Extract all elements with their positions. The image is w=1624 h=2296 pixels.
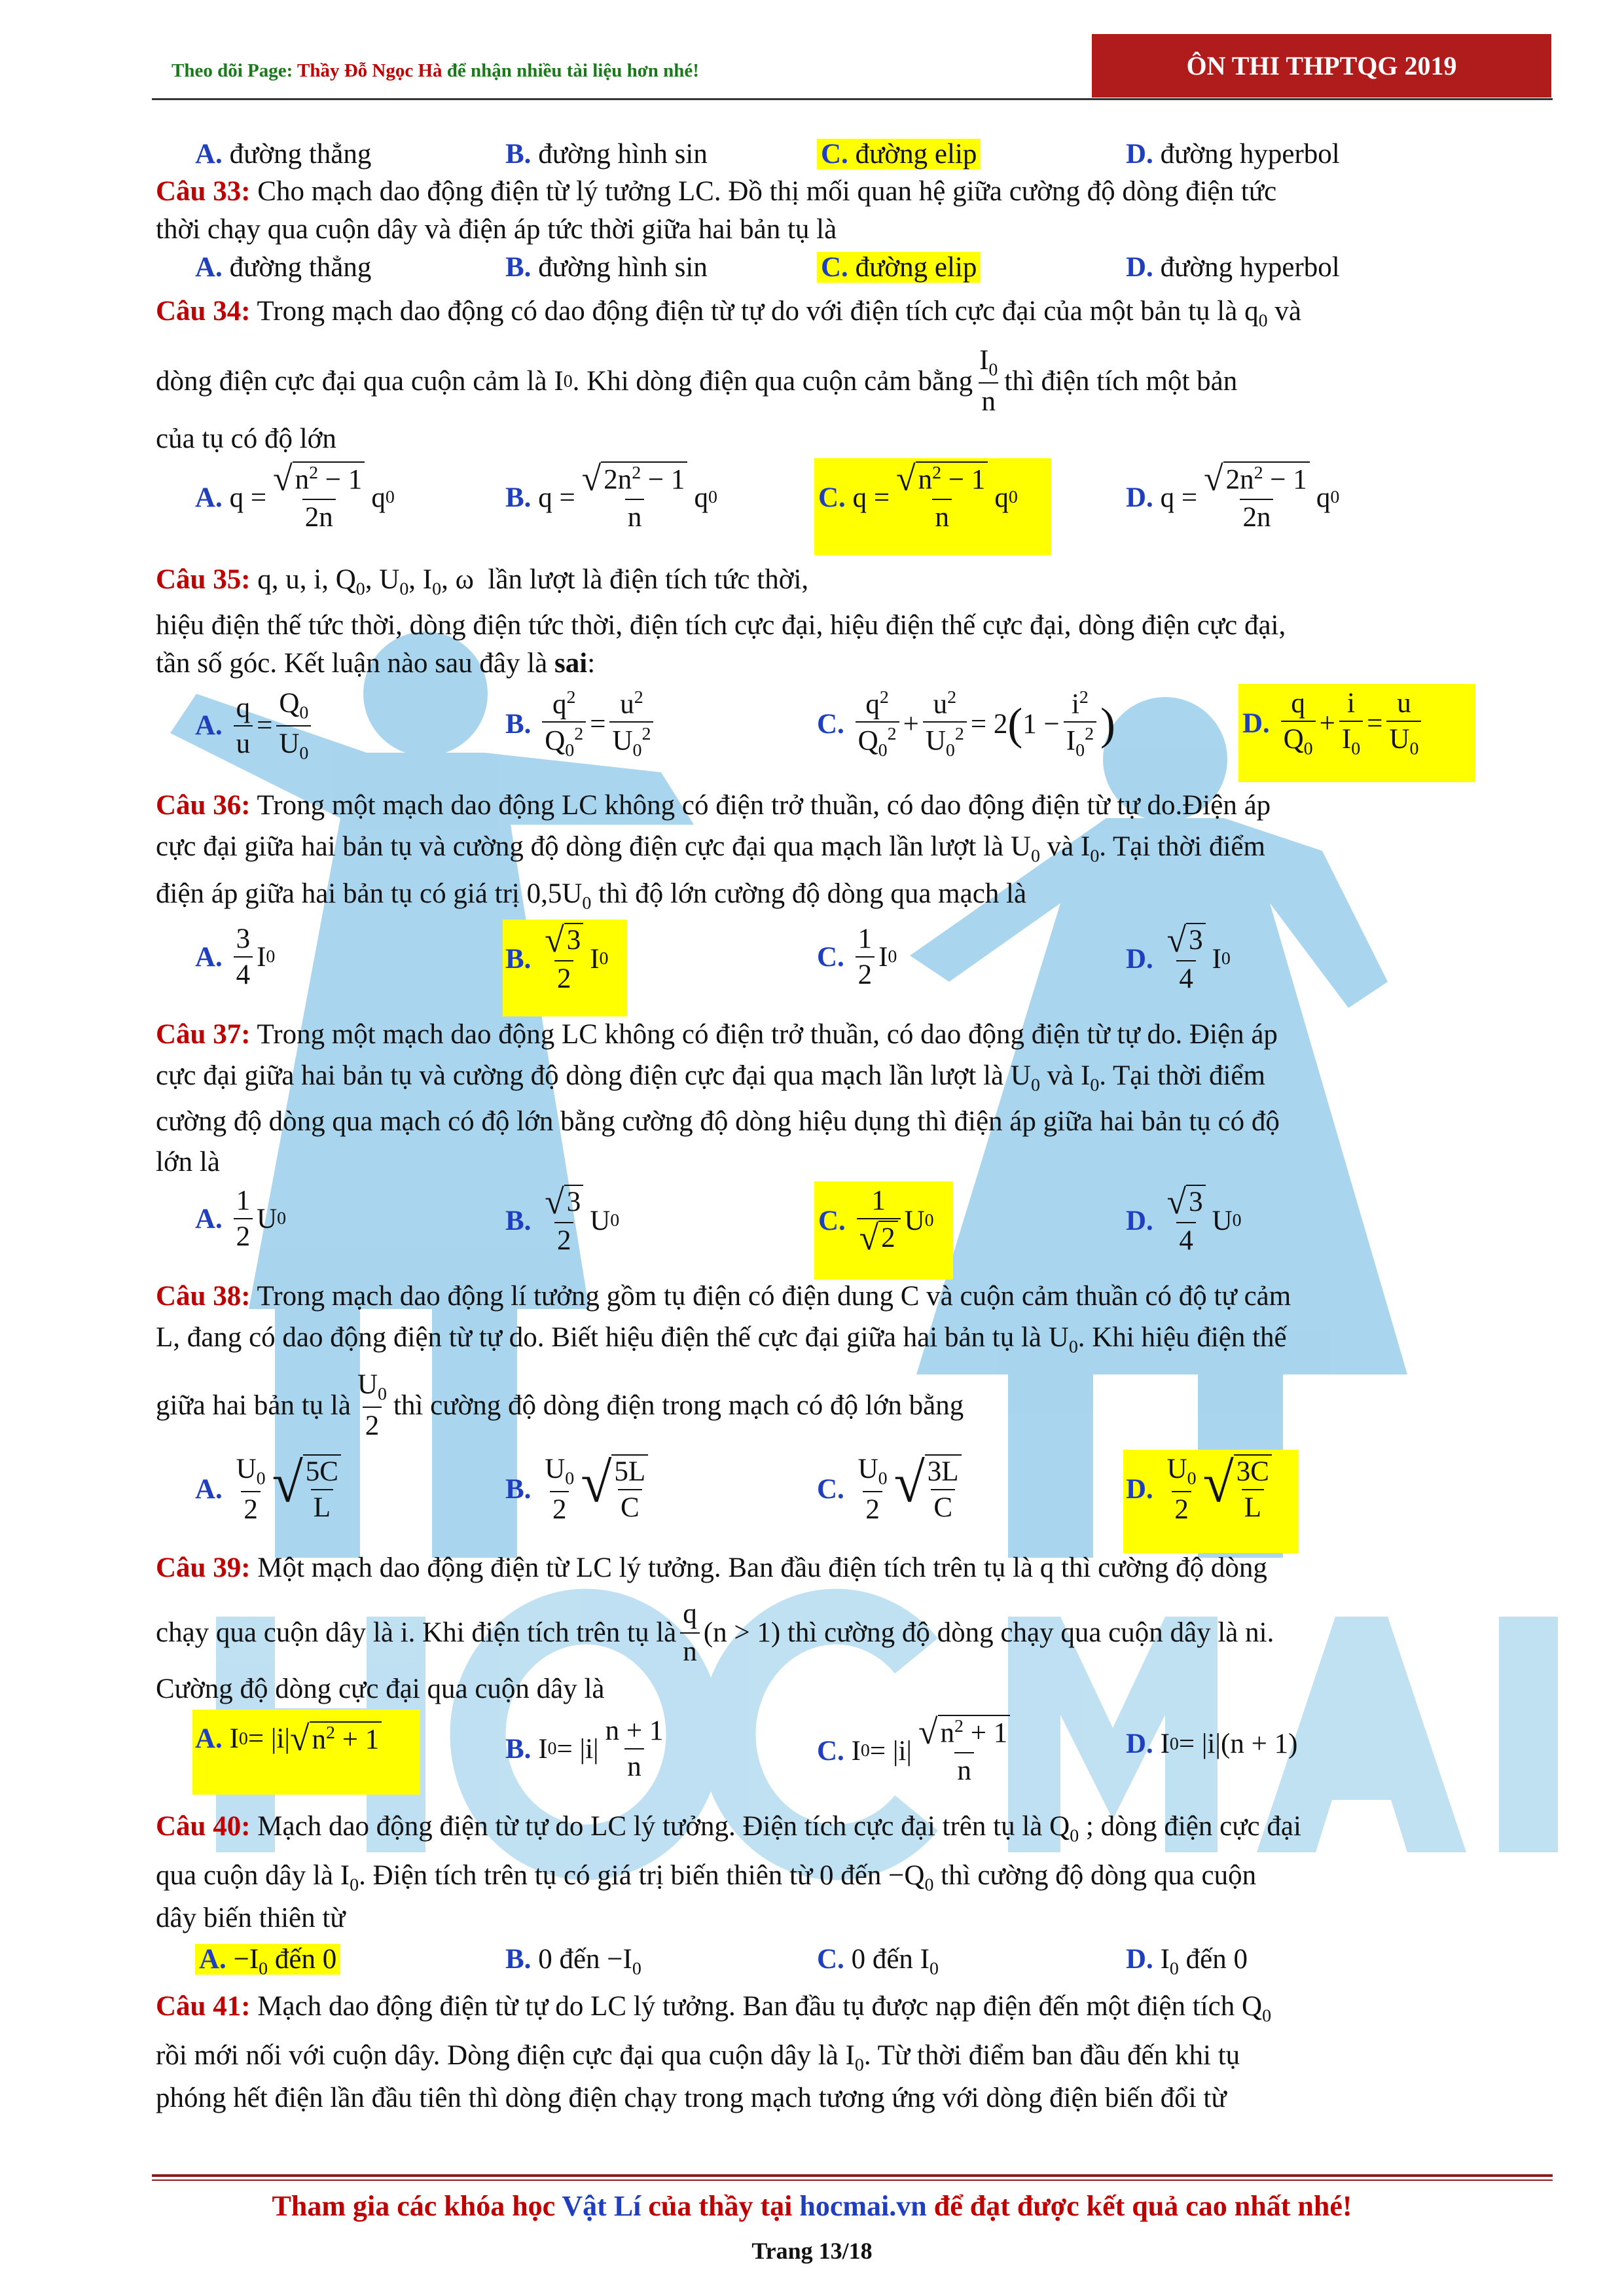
q34-option-b: B. q = √ $2n^2 - 1$ n q 0: [505, 459, 717, 533]
q33-text-line2: thời chạy qua cuộn dây và điện áp tức thời giữa hai bản tụ là: [156, 214, 837, 245]
q37-option-c: C. 1 √ 2 U 0: [818, 1185, 934, 1257]
q41-text-line1: Câu 41: Mạch dao động điện từ tự do LC lý tưởng. Ban đầu tụ được nạp điện đến một điện tích $Q_0$: [156, 1991, 1272, 2026]
q34-option-a: A. q = √ $n^2 - 1$ 2n q 0: [195, 459, 395, 533]
q33-option-d: D. đường hyperbol: [1126, 252, 1340, 283]
exam-badge: ÔN THI THPTQG 2019: [1092, 34, 1551, 98]
q38-option-b: B. $\frac{U_0}{2}$ √ $\frac{5L}{C}$: [505, 1453, 648, 1526]
q35-option-c: C. $\frac{q^2}{Q_0^2}$ + $\frac{u^2}{U_0^2}$ = 2 ( 1 − $\frac{i^2}{I_0^2}$ ): [817, 687, 1115, 761]
q37-option-a: A. $\frac{1}{2}$ U 0: [195, 1185, 287, 1252]
q40-option-a: A. $-I_0$ đến 0: [195, 1943, 340, 1980]
page-name-link[interactable]: Thầy Đỗ Ngọc Hà: [297, 60, 442, 81]
q39-text-line3: Cường độ dòng cực đại qua cuộn dây là: [156, 1674, 605, 1704]
q36-option-c: C. $\frac{1}{2}$ I 0: [817, 924, 897, 990]
q32-option-d: D. đường hyperbol: [1126, 139, 1340, 170]
header-divider: [152, 98, 1553, 100]
q35-option-a: A. $\frac{q}{u}$ = $\frac{Q_0}{U_0}$: [195, 687, 315, 764]
q36-text-line1: Câu 36: Trong một mạch dao động LC không có điện trở thuần, có dao động điện từ tự do.Điện áp: [156, 790, 1271, 821]
q40-text-line1: Câu 40: Mạch dao động điện từ tự do LC lý tưởng. Điện tích cực đại trên tụ là $Q_0$ ; dòng điện cực đại: [156, 1811, 1301, 1846]
q39-option-c: C. I 0 = |i| √ $n^2 + 1$ n: [817, 1715, 1017, 1787]
page-number: Trang 13/18: [751, 2238, 873, 2264]
footer-promo: Tham gia các khóa học Vật Lí của thầy tại hocmai.vn để đạt được kết quả cao nhất nhé!: [272, 2190, 1352, 2222]
q37-option-b: B. √ 3 2 U 0: [505, 1182, 620, 1256]
q34-text-line3: của tụ có độ lớn: [156, 423, 336, 454]
q35-text-line1: Câu 35: q, u, i, $Q_0$, $U_0$, $I_0$, ω lần lượt là điện tích tức thời,: [156, 564, 809, 600]
q40-option-b: B. 0 đến $-I_0$: [505, 1944, 641, 1979]
q41-text-line2: rồi mới nối với cuộn dây. Dòng điện cực đại qua cuộn dây là $I_0$. Từ thời điểm ban đầu đến khi tụ: [156, 2040, 1240, 2075]
q36-text-line3: điện áp giữa hai bản tụ có giá trị $0,5U_0$ thì độ lớn cường độ dòng qua mạch là: [156, 878, 1027, 914]
q34-option-c: C. q = √ $n^2 - 1$ n q 0: [818, 459, 1018, 533]
q35-text-line3: tần số góc. Kết luận nào sau đây là sai:: [156, 648, 596, 679]
q39-text-line1: Câu 39: Một mạch dao động điện từ LC lý tưởng. Ban đầu điện tích trên tụ là q thì cường độ dòng: [156, 1552, 1267, 1583]
q35-option-d: D. $\frac{q}{Q_0}$ + $\frac{i}{I_0}$ = $\frac{u}{U_0}$: [1242, 687, 1425, 760]
q34-option-d: D. q = √ $2n^2 - 1$ 2n q 0: [1126, 459, 1340, 533]
header-follow-text: Theo dõi Page: Thầy Đỗ Ngọc Hà để nhận nhiều tài liệu hơn nhé!: [171, 60, 699, 81]
q34-fraction: $\frac{I_0}{n}$: [977, 344, 1000, 419]
q37-text-line4: lớn là: [156, 1147, 220, 1177]
q32-option-b: B. đường hình sin: [505, 139, 708, 170]
q34-text-line1: Câu 34: Trong mạch dao động có dao động điện từ tự do với điện tích cực đại của một bản tụ là $q_0$ và: [156, 296, 1301, 331]
q36-text-line2: cực đại giữa hai bản tụ và cường độ dòng điện cực đại qua mạch lần lượt là $U_0$ và $I_0$. Tại thời điểm: [156, 831, 1265, 867]
q38-text-line2: L, đang có dao động điện từ tự do. Biết hiệu điện thế cực đại giữa hai bản tụ là $U_0$. Khi hiệu điện thế: [156, 1322, 1287, 1357]
q39-option-d: D. I 0 = |i|(n + 1): [1126, 1729, 1298, 1759]
q38-option-d: D. $\frac{U_0}{2}$ √ $\frac{3C}{L}$: [1126, 1453, 1272, 1526]
q40-option-c: C. 0 đến $I_0$: [817, 1944, 939, 1979]
q34-text-line2: dòng điện cực đại qua cuộn cảm là I 0 . Khi dòng điện qua cuộn cảm bằng $\frac{I_0}{n}$ thì điện tích một bản: [156, 344, 1237, 419]
footer-divider-thin: [152, 2179, 1553, 2181]
footer-divider: [152, 2174, 1553, 2177]
q38-text-line1: Câu 38: Trong mạch dao động lí tưởng gồm tụ điện có điện dung C và cuộn cảm thuần có độ tự cảm: [156, 1281, 1291, 1312]
q32-option-a: A. đường thẳng: [195, 139, 372, 170]
q36-option-a: A. $\frac{3}{4}$ I 0: [195, 924, 276, 990]
q36-option-b: B. √ 3 2 I 0: [505, 920, 609, 994]
q33-option-a: A. đường thẳng: [195, 252, 372, 283]
q41-text-line3: phóng hết điện lần đầu tiên thì dòng điện chạy trong mạch tương ứng với dòng điện biến đổi từ: [156, 2083, 1227, 2113]
q33-option-b: B. đường hình sin: [505, 252, 708, 283]
q32-option-c: C. đường elip: [817, 137, 981, 171]
q35-option-b: B. $\frac{q^2}{Q_0^2}$ = $\frac{u^2}{U_0^2}$: [505, 687, 657, 761]
q39-text-line2: chạy qua cuộn dây là i. Khi điện tích trên tụ là $\frac{q}{n}$ (n > 1) thì cường độ dòng chạy qua cuộn dây là ni.: [156, 1597, 1274, 1668]
q36-option-d: D. √ 3 4 I 0: [1126, 920, 1231, 994]
q35-text-line2: hiệu điện thế tức thời, dòng điện tức thời, điện tích cực đại, hiệu điện thế cực đại, dòng điện cực đại,: [156, 610, 1286, 641]
q33-option-c: C. đường elip: [817, 251, 981, 285]
q37-option-d: D. √ 3 4 U 0: [1126, 1182, 1242, 1256]
q37-text-line3: cường độ dòng qua mạch có độ lớn bằng cường độ dòng hiệu dụng thì điện áp giữa hai bản tụ có độ: [156, 1106, 1280, 1137]
q38-option-c: C. $\frac{U_0}{2}$ √ $\frac{3L}{C}$: [817, 1453, 962, 1526]
q40-text-line2: qua cuộn dây là $I_0$. Điện tích trên tụ có giá trị biến thiên từ 0 đến $-Q_0$ thì cường độ dòng qua cuộn: [156, 1860, 1257, 1895]
q40-option-d: D. $I_0$ đến 0: [1126, 1944, 1248, 1979]
q38-text-line3: giữa hai bản tụ là $\frac{U_0}{2}$ thì cường độ dòng điện trong mạch có độ lớn bằng: [156, 1368, 964, 1443]
q33-text-line1: Câu 33: Cho mạch dao động điện từ lý tưởng LC. Đồ thị mối quan hệ giữa cường độ dòng điện tức: [156, 176, 1277, 207]
q39-option-b: B. I 0 = |i| $\frac{n + 1}{n}$: [505, 1715, 664, 1782]
q37-text-line2: cực đại giữa hai bản tụ và cường độ dòng điện cực đại qua mạch lần lượt là $U_0$ và $I_0$. Tại thời điểm: [156, 1060, 1265, 1096]
q37-text-line1: Câu 37: Trong một mạch dao động LC không có điện trở thuần, có dao động điện từ tự do. Điện áp: [156, 1019, 1278, 1050]
q39-option-a: A. I 0 = |i| √ $n^2 + 1$: [195, 1721, 382, 1757]
hocmai-link[interactable]: hocmai.vn: [799, 2190, 927, 2222]
q38-option-a: A. $\frac{U_0}{2}$ √ $\frac{5C}{L}$: [195, 1453, 341, 1526]
q40-text-line3: dây biến thiên từ: [156, 1903, 346, 1933]
